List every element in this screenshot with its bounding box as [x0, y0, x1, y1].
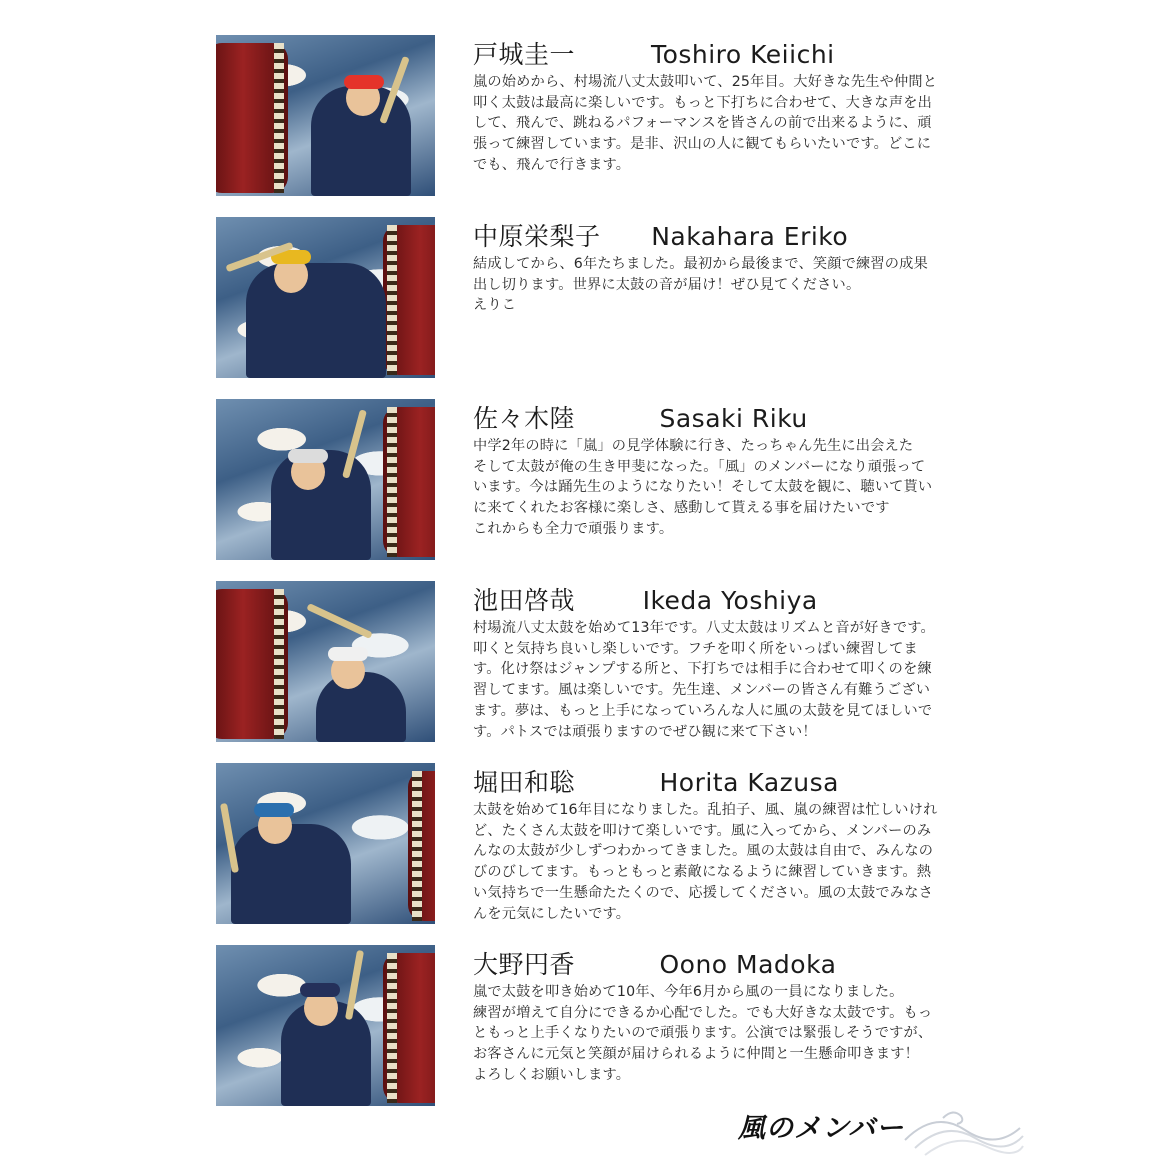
member-card-oono — [216, 945, 976, 1110]
member-photo — [216, 581, 435, 742]
member-card-horita — [216, 763, 976, 928]
headband — [328, 647, 368, 661]
performer-figure — [231, 824, 351, 924]
member-bio: 村場流八丈太鼓を始めて13年です。八丈太鼓はリズムと音が好きです。 叩くと気持ち良いし楽しいです。フチを叩く所をいっぱい練習してま す。化け祭はジャンプする所と、下打ちでは相手に合わせて叩くのを練 習してます。風は楽しいです。先生達、メンバーの皆さん有難うござい ます。夢は、もっと上手になっていろんな人に風の太鼓を見てほしいで す。パトスでは頑張りますのでぜひ観に来て下さい！ — [473, 620, 935, 740]
member-photo — [216, 217, 435, 378]
member-photo — [216, 763, 435, 924]
drum-image — [383, 225, 435, 375]
member-photo — [216, 35, 435, 196]
member-bio: 嵐で太鼓を叩き始めて10年、今年6月から風の一員になりました。 練習が増えて自分にできるか心配でした。でも大好きな太鼓です。もっ ともっと上手くなりたいので頑張ります。公演では緊張しそうですが、 お客さんに元気と笑顔が届けられるように仲間と一生懸命叩きます！ よろしくお願いします。 — [473, 984, 933, 1083]
drum-image — [408, 771, 435, 921]
drum-image — [383, 953, 435, 1103]
member-name: 佐々木陸 Sasaki Riku — [473, 404, 808, 433]
headband — [300, 983, 340, 997]
member-bio: 嵐の始めから、村場流八丈太鼓叩いて、25年目。大好きな先生や仲間と 叩く太鼓は最高に楽しいです。もっと下打ちに合わせて、大きな声を出 して、飛んで、跳ねるパフォーマンスを皆さんの前で出来るように、頑 張って練習しています。是非、沢山の人に観てもらいたいです。どこに でも、飛んで行きます。 — [473, 74, 938, 173]
drum-image — [383, 407, 435, 557]
member-card-toshiro — [216, 35, 976, 200]
headband — [344, 75, 384, 89]
member-card-ikeda — [216, 581, 976, 746]
headband — [254, 803, 294, 817]
performer-figure — [246, 263, 386, 378]
member-bio: 結成してから、6年たちました。最初から最後まで、笑顔で練習の成果 出し切ります。世界に太鼓の音が届け！ぜひ見てください。 えりこ — [473, 256, 928, 314]
member-card-sasaki — [216, 399, 976, 564]
drum-image — [216, 589, 288, 739]
member-bio: 中学2年の時に「嵐」の見学体験に行き、たっちゃん先生に出会えた そして太鼓が俺の生き甲斐になった。「風」のメンバーになり頑張って います。今は踊先生のようになりたい！そして太鼓を観に、聴いて貰い に来てくれたお客様に楽しさ、感動して貰える事を届けたいです これからも全力で頑張ります。 — [473, 438, 933, 537]
member-photo — [216, 945, 435, 1106]
drumstick — [306, 603, 372, 639]
member-bio: 太鼓を始めて16年目になりました。乱拍子、風、嵐の練習は忙しいけれ ど、たくさん太鼓を叩けて楽しいです。風に入ってから、メンバーのみ んなの太鼓が少しずつわかってきました。風の太鼓は自由で、みんなの びのびしてます。もっともっと素敵になるように練習していきます。熱 い気持ちで一生懸命たたくので、応援してください。風の太鼓でみなさ んを元気にしたいです。 — [473, 802, 938, 922]
member-name: 中原栄梨子 Nakahara Eriko — [473, 222, 849, 251]
wave-icon — [895, 1100, 1025, 1160]
drum-image — [216, 43, 288, 193]
member-name: 池田啓哉 Ikeda Yoshiya — [473, 586, 818, 615]
member-name: 戸城圭一 Toshiro Keiichi — [473, 40, 835, 69]
member-name: 堀田和聡 Horita Kazusa — [473, 768, 839, 797]
drumstick — [220, 803, 239, 873]
member-card-nakahara — [216, 217, 976, 382]
member-photo — [216, 399, 435, 560]
member-name: 大野円香 Oono Madoka — [473, 950, 837, 979]
headband — [288, 449, 328, 463]
footer-title: 風のメンバー — [738, 1113, 905, 1144]
